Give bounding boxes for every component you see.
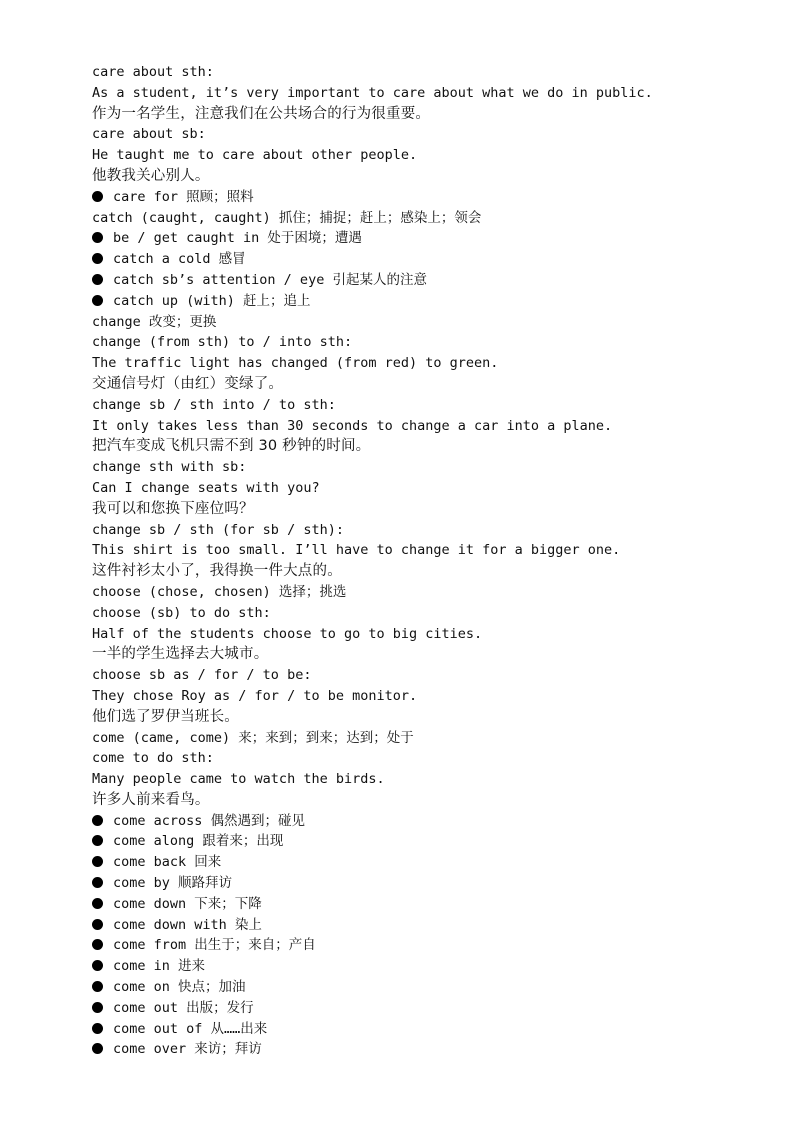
text-line xyxy=(92,790,732,811)
text-line xyxy=(92,62,732,83)
text-line xyxy=(92,374,732,395)
text-line xyxy=(92,353,732,374)
line-text: 他们选了罗伊当班长。 xyxy=(92,708,239,725)
line-text: 这件衬衫太小了，我得换一件大点的。 xyxy=(92,563,342,580)
line-text: be / get caught in 处于困境；遭遇 xyxy=(113,230,362,247)
line-text: come out of 从……出来 xyxy=(113,1020,268,1037)
text-line xyxy=(92,124,732,145)
line-text: As a student, it’s very important to care about what we do in public. xyxy=(92,84,653,101)
line-text: 作为一名学生，注意我们在公共场合的行为很重要。 xyxy=(92,105,431,122)
text-line xyxy=(92,166,732,187)
bullet-list-item xyxy=(92,977,732,998)
line-text: 我可以和您换下座位吗？ xyxy=(92,500,254,517)
bullet-icon xyxy=(92,835,103,846)
text-line xyxy=(92,312,732,333)
line-text: It only takes less than 30 seconds to change a car into a plane. xyxy=(92,417,613,434)
bullet-list-item xyxy=(92,852,732,873)
bullet-list-item xyxy=(92,228,732,249)
line-text: come down 下来；下降 xyxy=(113,895,262,912)
text-line xyxy=(92,665,732,686)
line-text: come down with 染上 xyxy=(113,916,262,933)
bullet-icon xyxy=(92,919,103,930)
line-text: catch up (with) 赶上；追上 xyxy=(113,292,311,309)
bullet-list-item xyxy=(92,998,732,1019)
line-text: care for 照顾；照料 xyxy=(113,188,254,205)
text-line xyxy=(92,478,732,499)
line-text: come (came, come) 来；来到；到来；达到；处于 xyxy=(92,729,414,746)
bullet-icon xyxy=(92,232,103,243)
text-line xyxy=(92,769,732,790)
text-line xyxy=(92,104,732,125)
bullet-icon xyxy=(92,856,103,867)
line-text: Half of the students choose to go to big cities. xyxy=(92,625,483,642)
line-text: come along 跟着来；出现 xyxy=(113,833,284,850)
line-text: come out 出版；发行 xyxy=(113,999,254,1016)
text-line xyxy=(92,561,732,582)
line-text: come to do sth: xyxy=(92,750,214,767)
text-line xyxy=(92,582,732,603)
bullet-list-item xyxy=(92,811,732,832)
bullet-icon xyxy=(92,898,103,909)
text-line xyxy=(92,520,732,541)
line-text: 许多人前来看鸟。 xyxy=(92,791,210,808)
line-text: 他教我关心别人。 xyxy=(92,167,210,184)
text-line xyxy=(92,540,732,561)
bullet-list-item xyxy=(92,270,732,291)
line-text: come back 回来 xyxy=(113,854,222,871)
line-text: change sb / sth into / to sth: xyxy=(92,396,336,413)
text-line xyxy=(92,707,732,728)
line-text: come in 进来 xyxy=(113,958,206,975)
bullet-icon xyxy=(92,253,103,264)
bullet-list-item xyxy=(92,291,732,312)
text-line xyxy=(92,145,732,166)
text-line xyxy=(92,208,732,229)
line-text: Many people came to watch the birds. xyxy=(92,771,385,788)
text-line xyxy=(92,83,732,104)
line-text: come over 来访；拜访 xyxy=(113,1041,262,1058)
line-text: catch a cold 感冒 xyxy=(113,251,246,268)
bullet-icon xyxy=(92,939,103,950)
line-text: 交通信号灯（由红）变绿了。 xyxy=(92,375,284,392)
text-line xyxy=(92,395,732,416)
text-line xyxy=(92,748,732,769)
bullet-list-item xyxy=(92,1019,732,1040)
line-text: catch (caught, caught) 抓住；捕捉；赶上；感染上；领会 xyxy=(92,209,482,226)
text-line xyxy=(92,624,732,645)
line-text: change (from sth) to / into sth: xyxy=(92,334,353,351)
bullet-list-item xyxy=(92,873,732,894)
text-line xyxy=(92,457,732,478)
bullet-icon xyxy=(92,274,103,285)
line-text: choose (chose, chosen) 选择；挑选 xyxy=(92,583,347,600)
line-text: choose (sb) to do sth: xyxy=(92,604,271,621)
bullet-list-item xyxy=(92,831,732,852)
bullet-icon xyxy=(92,815,103,826)
line-text: come across 偶然遇到；碰见 xyxy=(113,812,306,829)
line-text: Can I change seats with you? xyxy=(92,479,320,496)
bullet-icon xyxy=(92,1002,103,1013)
bullet-list-item xyxy=(92,894,732,915)
bullet-icon xyxy=(92,295,103,306)
text-line xyxy=(92,416,732,437)
line-text: come from 出生于；来自；产自 xyxy=(113,937,316,954)
line-text: care about sb: xyxy=(92,126,206,143)
bullet-list-item xyxy=(92,1039,732,1060)
line-text: change 改变；更换 xyxy=(92,313,217,330)
text-line xyxy=(92,436,732,457)
line-text: care about sth: xyxy=(92,64,214,80)
bullet-list-item xyxy=(92,956,732,977)
line-text: change sth with sb: xyxy=(92,459,247,476)
text-line xyxy=(92,603,732,624)
bullet-list-item xyxy=(92,187,732,208)
line-text: come by 顺路拜访 xyxy=(113,875,233,892)
text-line xyxy=(92,728,732,749)
line-text: change sb / sth (for sb / sth): xyxy=(92,521,344,538)
bullet-icon xyxy=(92,1043,103,1054)
line-text: 把汽车变成飞机只需不到 30 秒钟的时间。 xyxy=(92,438,371,455)
bullet-list-item xyxy=(92,935,732,956)
line-text: 一半的学生选择去大城市。 xyxy=(92,646,269,663)
line-text: The traffic light has changed (from red) to green. xyxy=(92,355,499,372)
bullet-icon xyxy=(92,877,103,888)
text-line xyxy=(92,499,732,520)
text-line xyxy=(92,644,732,665)
bullet-icon xyxy=(92,960,103,971)
bullet-icon xyxy=(92,1023,103,1034)
bullet-icon xyxy=(92,191,103,202)
line-text: They chose Roy as / for / to be monitor. xyxy=(92,687,418,704)
line-text: choose sb as / for / to be: xyxy=(92,667,312,684)
line-text: come on 快点；加油 xyxy=(113,979,246,996)
line-text: He taught me to care about other people. xyxy=(92,147,418,164)
bullet-list-item xyxy=(92,915,732,936)
text-line xyxy=(92,686,732,707)
document-body xyxy=(92,62,732,1060)
line-text: This shirt is too small. I’ll have to change it for a bigger one. xyxy=(92,542,621,559)
bullet-list-item xyxy=(92,249,732,270)
text-line xyxy=(92,332,732,353)
line-text: catch sb’s attention / eye 引起某人的注意 xyxy=(113,271,427,288)
bullet-icon xyxy=(92,981,103,992)
